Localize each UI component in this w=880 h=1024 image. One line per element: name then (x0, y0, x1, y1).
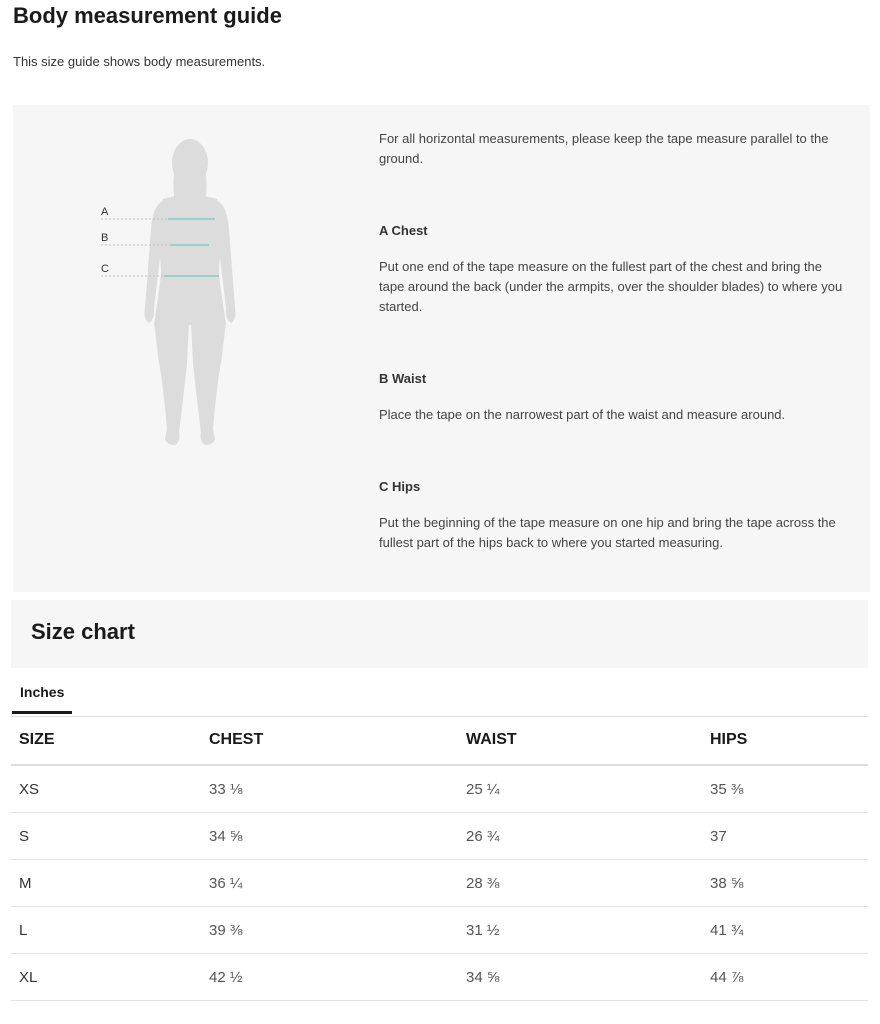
hips-cell: 38 ⅝ (702, 860, 868, 907)
size-cell: XL (11, 954, 201, 1001)
size-cell: M (11, 860, 201, 907)
hips-cell: 41 ¾ (702, 907, 868, 954)
chest-instructions: Put one end of the tape measure on the fullest part of the chest and bring the tape around the back (under the armpits, over the shoulder blades) to where you started. (379, 259, 843, 314)
chest-cell: 39 ⅜ (201, 907, 458, 954)
tab-inches[interactable]: Inches (12, 670, 72, 714)
guide-intro-text: For all horizontal measurements, please keep the tape measure parallel to the ground. (379, 131, 829, 166)
table-row (11, 954, 868, 1001)
body-figure (93, 133, 293, 453)
size-cell: L (11, 907, 201, 954)
table-row (11, 907, 868, 954)
column-header-hips: HIPS (702, 716, 868, 765)
waist-instructions: Place the tape on the narrowest part of the waist and measure around. (379, 407, 786, 422)
waist-cell: 34 ⅝ (458, 954, 702, 1001)
measurement-instructions (379, 129, 849, 553)
waist-cell: 26 ¾ (458, 813, 702, 860)
waist-cell: 25 ¼ (458, 765, 702, 813)
chest-cell: 33 ⅛ (201, 765, 458, 813)
measurement-guide-panel (13, 105, 870, 592)
page-title: Body measurement guide (13, 3, 282, 28)
waist-cell: 31 ½ (458, 907, 702, 954)
figure-label-b: B (101, 232, 109, 244)
hips-heading: C Hips (379, 479, 421, 494)
chest-heading: A Chest (379, 223, 428, 238)
size-chart-header (11, 600, 868, 668)
size-chart-table (11, 716, 868, 1001)
hips-instructions: Put the beginning of the tape measure on one hip and bring the tape across the fullest part of the hips back to where you started measuring. (379, 515, 836, 550)
waist-cell: 28 ⅜ (458, 860, 702, 907)
chest-cell: 42 ½ (201, 954, 458, 1001)
unit-tabs (12, 670, 868, 717)
table-row (11, 765, 868, 813)
size-chart-title: Size chart (31, 619, 135, 644)
page-subtitle: This size guide shows body measurements. (13, 54, 266, 69)
size-cell: XS (11, 765, 201, 813)
hips-cell: 44 ⅞ (702, 954, 868, 1001)
hips-cell: 37 (702, 813, 868, 860)
size-cell: S (11, 813, 201, 860)
body-silhouette-image (93, 133, 293, 453)
waist-heading: B Waist (379, 371, 427, 386)
chest-cell: 36 ¼ (201, 860, 458, 907)
figure-label-c: C (101, 263, 109, 275)
column-header-chest: CHEST (201, 716, 458, 765)
table-header-row (11, 716, 868, 765)
hips-cell: 35 ⅜ (702, 765, 868, 813)
chest-cell: 34 ⅝ (201, 813, 458, 860)
table-row (11, 813, 868, 860)
column-header-size: SIZE (11, 716, 201, 765)
figure-label-a: A (101, 206, 109, 218)
column-header-waist: WAIST (458, 716, 702, 765)
table-row (11, 860, 868, 907)
